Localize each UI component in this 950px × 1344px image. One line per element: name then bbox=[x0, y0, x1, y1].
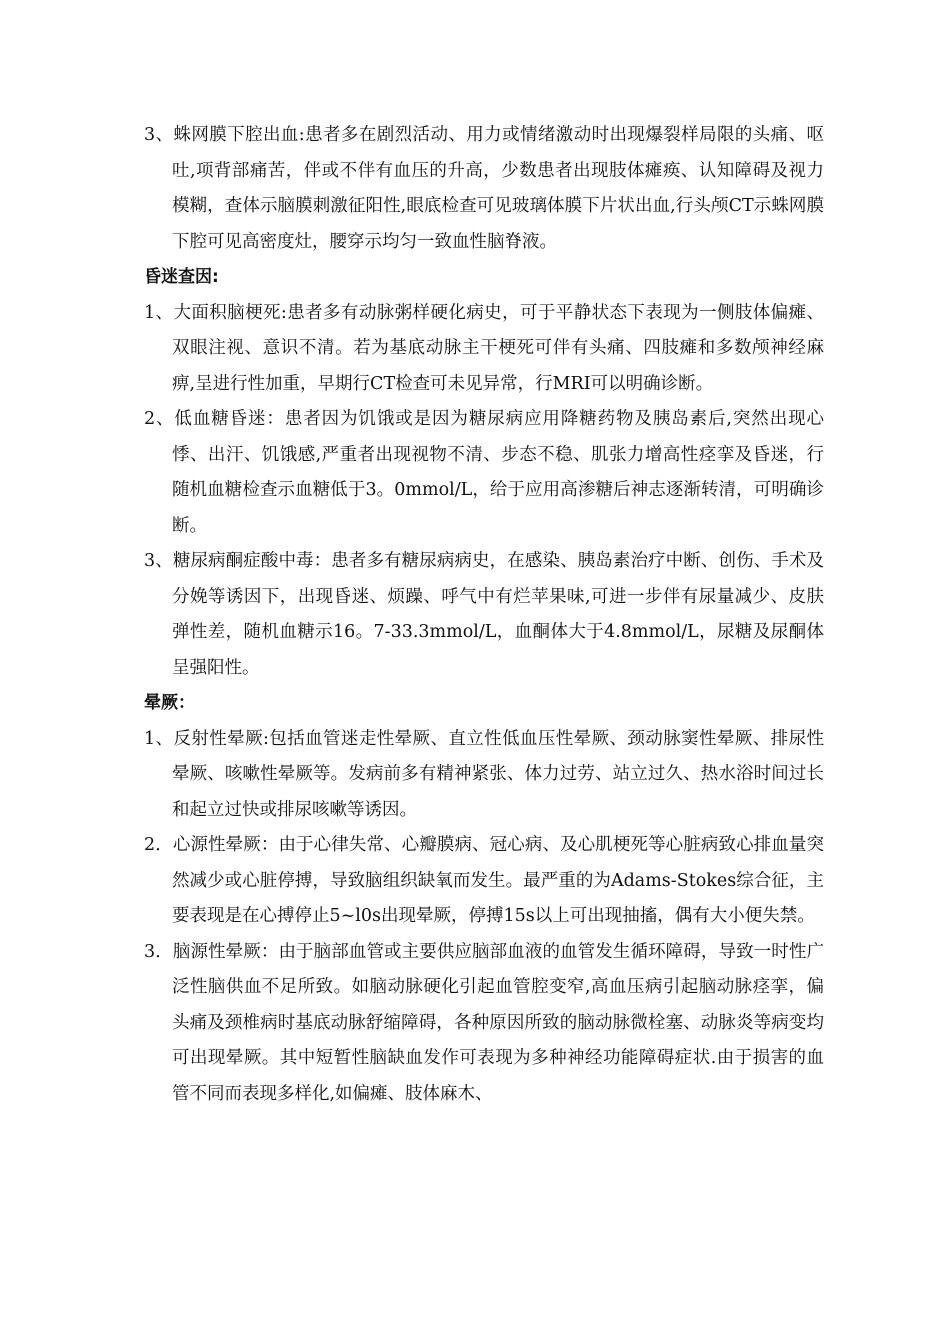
section-heading-coma: 昏迷查因: bbox=[144, 267, 219, 287]
section-heading-syncope: 晕厥： bbox=[144, 693, 195, 713]
list-item-cardiac-syncope: 2．心源性晕厥：由于心律失常、心瓣膜病、冠心病、及心肌梗死等心脏病致心排血量突然减少或心脏停搏，导致脑组织缺氧而发生。最严重的为Adams-Stokes综合征，主要表现是在心搏停止5~l0s出现晕厥，停搏15s以上可出现抽搐，偶有大小便失禁。 bbox=[144, 835, 824, 926]
list-item-subarachnoid-hemorrhage: 3、蛛网膜下腔出血:患者多在剧烈活动、用力或情绪激动时出现爆裂样局限的头痛、呕吐,项背部痛苦，伴或不伴有血压的升高，少数患者出现肢体瘫痪、认知障碍及视力模糊，查体示脑膜刺激征阳性,眼底检查可见玻璃体膜下片状出血,行头颅CT示蛛网膜下腔可见高密度灶，腰穿示均匀一致血性脑脊液。 bbox=[144, 125, 824, 252]
list-item-hypoglycemic-coma: 2、低血糖昏迷：患者因为饥饿或是因为糖尿病应用降糖药物及胰岛素后,突然出现心悸、出汗、饥饿感,严重者出现视物不清、步态不稳、肌张力增高性痉挛及昏迷，行随机血糖检查示血糖低于3。0mmol/L，给于应用高渗糖后神志逐渐转清，可明确诊断。 bbox=[144, 409, 824, 536]
document-body bbox=[144, 118, 824, 1112]
list-item-cerebral-syncope: 3．脑源性晕厥：由于脑部血管或主要供应脑部血液的血管发生循环障碍，导致一时性广泛性脑供血不足所致。如脑动脉硬化引起血管腔变窄,高血压病引起脑动脉痉挛，偏头痛及颈椎病时基底动脉舒缩障碍，各种原因所致的脑动脉微栓塞、动脉炎等病变均可出现晕厥。其中短暂性脑缺血发作可表现为多种神经功能障碍症状.由于损害的血管不同而表现多样化,如偏瘫、肢体麻木、 bbox=[144, 941, 824, 1104]
list-item-cerebral-infarction: 1、大面积脑梗死:患者多有动脉粥样硬化病史，可于平静状态下表现为一侧肢体偏瘫、双眼注视、意识不清。若为基底动脉主干梗死可伴有头痛、四肢瘫和多数颅神经麻痹,呈进行性加重，早期行CT检查可未见异常，行MRI可以明确诊断。 bbox=[144, 302, 824, 394]
list-item-diabetic-ketoacidosis: 3、糖尿病酮症酸中毒：患者多有糖尿病病史，在感染、胰岛素治疗中断、创伤、手术及分娩等诱因下，出现昏迷、烦躁、呼气中有烂苹果味,可进一步伴有尿量减少、皮肤弹性差，随机血糖示16。7-33.3mmol/L，血酮体大于4.8mmol/L，尿糖及尿酮体呈强阳性。 bbox=[144, 551, 824, 678]
list-item-reflex-syncope: 1、反射性晕厥:包括血管迷走性晕厥、直立性低血压性晕厥、颈动脉窦性晕厥、排尿性晕厥、咳嗽性晕厥等。发病前多有精神紧张、体力过劳、站立过久、热水浴时间过长和起立过快或排尿咳嗽等诱因。 bbox=[144, 728, 824, 820]
